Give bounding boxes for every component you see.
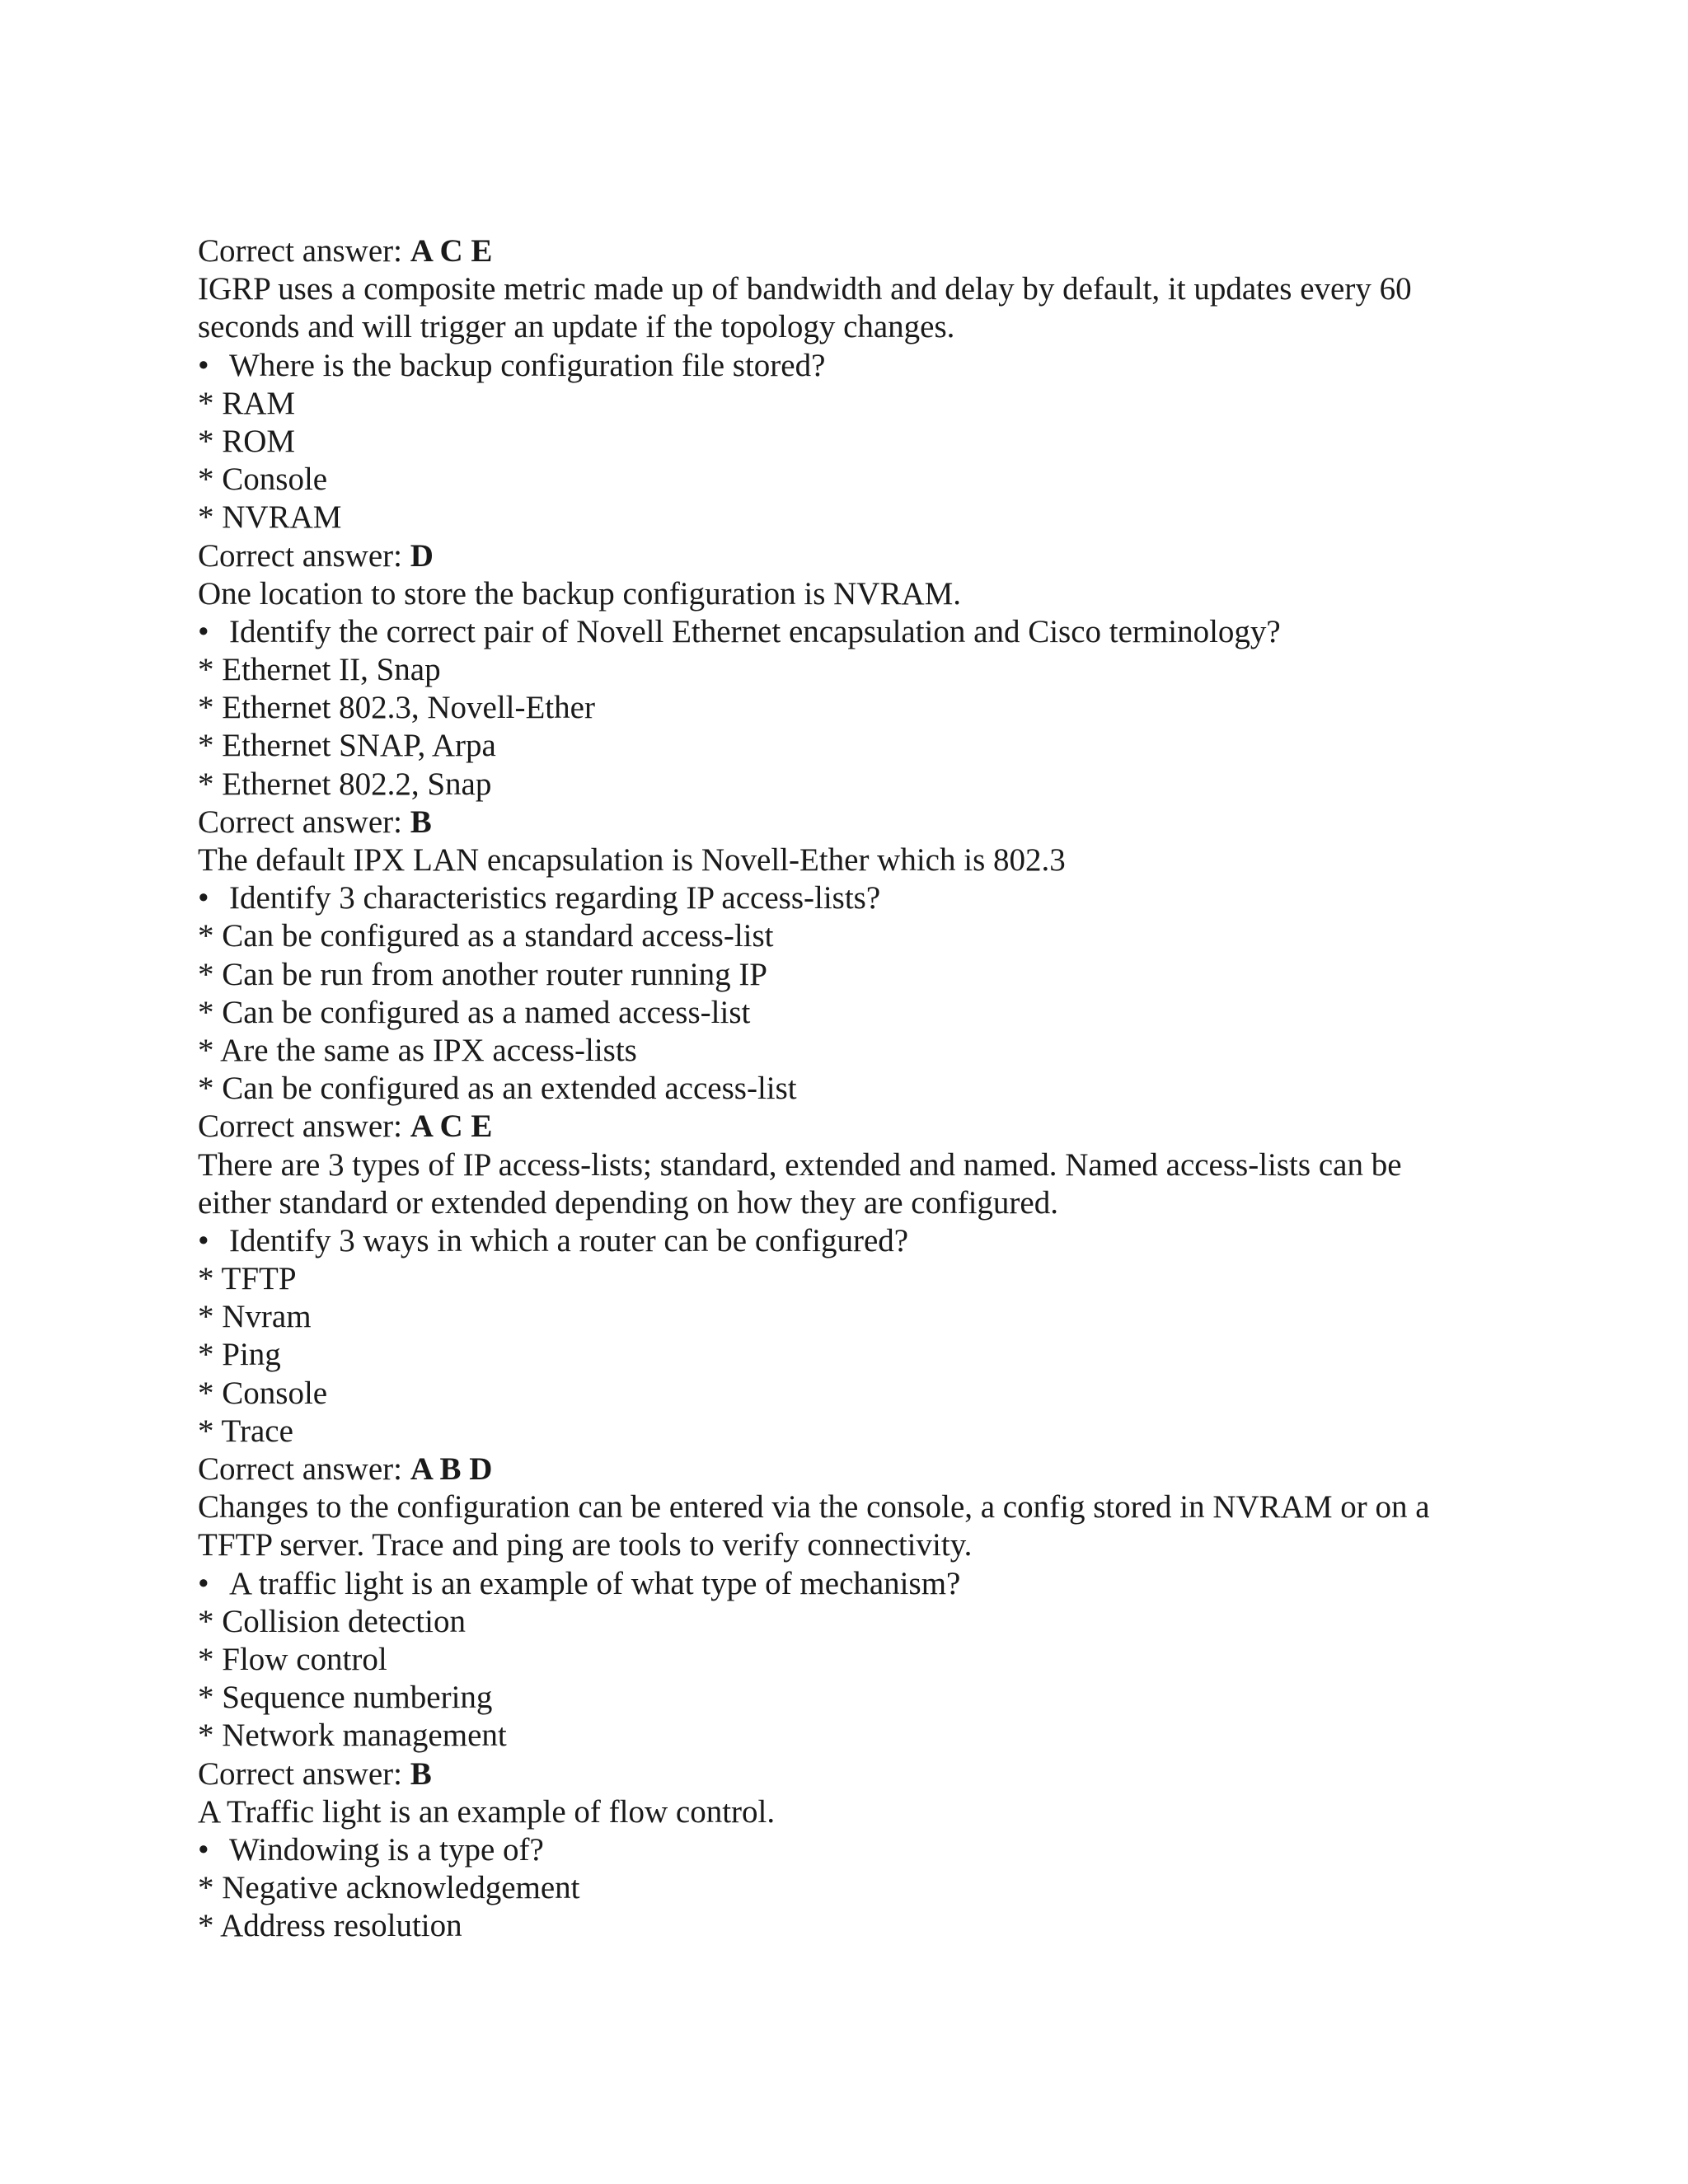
correct-answer-label: Correct answer:	[198, 804, 410, 840]
option-line: * TFTP	[198, 1261, 297, 1297]
explanation-line: There are 3 types of IP access-lists; standard, extended and named. Named access-lists can be	[198, 1146, 1402, 1183]
correct-answer-value: A B D	[410, 1451, 493, 1487]
option-line: * Can be configured as an extended access-list	[198, 1071, 797, 1107]
question-text: Identify 3 characteristics regarding IP access-lists?	[229, 880, 881, 916]
question-text: Identify 3 ways in which a router can be configured?	[229, 1222, 909, 1258]
question-line	[198, 613, 1500, 651]
correct-answer-label: Correct answer:	[198, 537, 410, 574]
correct-answer-value: B	[410, 1755, 432, 1792]
explanation-line: A Traffic light is an example of flow control.	[198, 1793, 776, 1830]
option-line: * Can be run from another router running IP	[198, 956, 767, 992]
option-line: * Trace	[198, 1413, 293, 1449]
question-text: Identify the correct pair of Novell Ethernet encapsulation and Cisco terminology?	[229, 613, 1281, 649]
correct-answer-line	[198, 537, 1500, 575]
question-line	[198, 347, 1500, 385]
bullet-icon: •	[198, 1831, 209, 1868]
correct-answer-label: Correct answer:	[198, 1451, 410, 1487]
document-page	[198, 232, 1500, 1945]
correct-answer-label: Correct answer:	[198, 233, 410, 269]
correct-answer-value: D	[410, 537, 434, 574]
question-text: Windowing is a type of?	[229, 1831, 544, 1868]
option-line: * Are the same as IPX access-lists	[198, 1032, 637, 1068]
option-line: * Ping	[198, 1337, 281, 1373]
correct-answer-label: Correct answer:	[198, 1755, 410, 1792]
correct-answer-value: B	[410, 804, 432, 840]
question-line	[198, 1222, 1500, 1260]
explanation-line: TFTP server. Trace and ping are tools to verify connectivity.	[198, 1527, 973, 1563]
option-line: * Console	[198, 1375, 328, 1411]
option-line: * Collision detection	[198, 1603, 466, 1639]
bullet-icon: •	[198, 1565, 209, 1601]
option-line: * Can be configured as a standard access-list	[198, 918, 774, 954]
question-line	[198, 879, 1500, 917]
option-line: * RAM	[198, 385, 296, 421]
option-line: * ROM	[198, 423, 296, 459]
explanation-line: One location to store the backup configuration is NVRAM.	[198, 575, 962, 612]
option-line: * Ethernet 802.2, Snap	[198, 766, 492, 802]
correct-answer-value: A C E	[410, 233, 493, 269]
option-line: * Network management	[198, 1718, 507, 1754]
correct-answer-line	[198, 1451, 1500, 1488]
question-text: Where is the backup configuration file stored?	[229, 347, 826, 383]
explanation-line: either standard or extended depending on how they are configured.	[198, 1184, 1058, 1221]
bullet-icon: •	[198, 880, 209, 916]
explanation-line: The default IPX LAN encapsulation is Novell-Ether which is 802.3	[198, 842, 1066, 878]
correct-answer-line	[198, 804, 1500, 841]
explanation-line: seconds and will trigger an update if the topology changes.	[198, 309, 955, 345]
correct-answer-line	[198, 1755, 1500, 1793]
option-line: * Ethernet 802.3, Novell-Ether	[198, 690, 595, 726]
option-line: * NVRAM	[198, 499, 342, 536]
option-line: * Flow control	[198, 1641, 387, 1677]
option-line: * Console	[198, 462, 328, 498]
explanation-line: Changes to the configuration can be entered via the console, a config stored in NVRAM or on a	[198, 1489, 1430, 1526]
option-line: * Nvram	[198, 1299, 312, 1335]
correct-answer-value: A C E	[410, 1108, 493, 1145]
option-line: * Ethernet II, Snap	[198, 652, 441, 688]
question-text: A traffic light is an example of what type of mechanism?	[229, 1565, 961, 1601]
correct-answer-label: Correct answer:	[198, 1108, 410, 1145]
bullet-icon: •	[198, 1222, 209, 1258]
explanation-line: IGRP uses a composite metric made up of bandwidth and delay by default, it updates every 60	[198, 271, 1412, 307]
option-line: * Sequence numbering	[198, 1680, 493, 1716]
question-line	[198, 1565, 1500, 1603]
bullet-icon: •	[198, 613, 209, 649]
bullet-icon: •	[198, 347, 209, 383]
option-line: * Ethernet SNAP, Arpa	[198, 728, 496, 764]
correct-answer-line	[198, 1108, 1500, 1146]
option-line: * Can be configured as a named access-list	[198, 994, 751, 1030]
question-line	[198, 1831, 1500, 1869]
correct-answer-line	[198, 232, 1500, 270]
option-line: * Address resolution	[198, 1908, 462, 1944]
option-line: * Negative acknowledgement	[198, 1870, 580, 1906]
